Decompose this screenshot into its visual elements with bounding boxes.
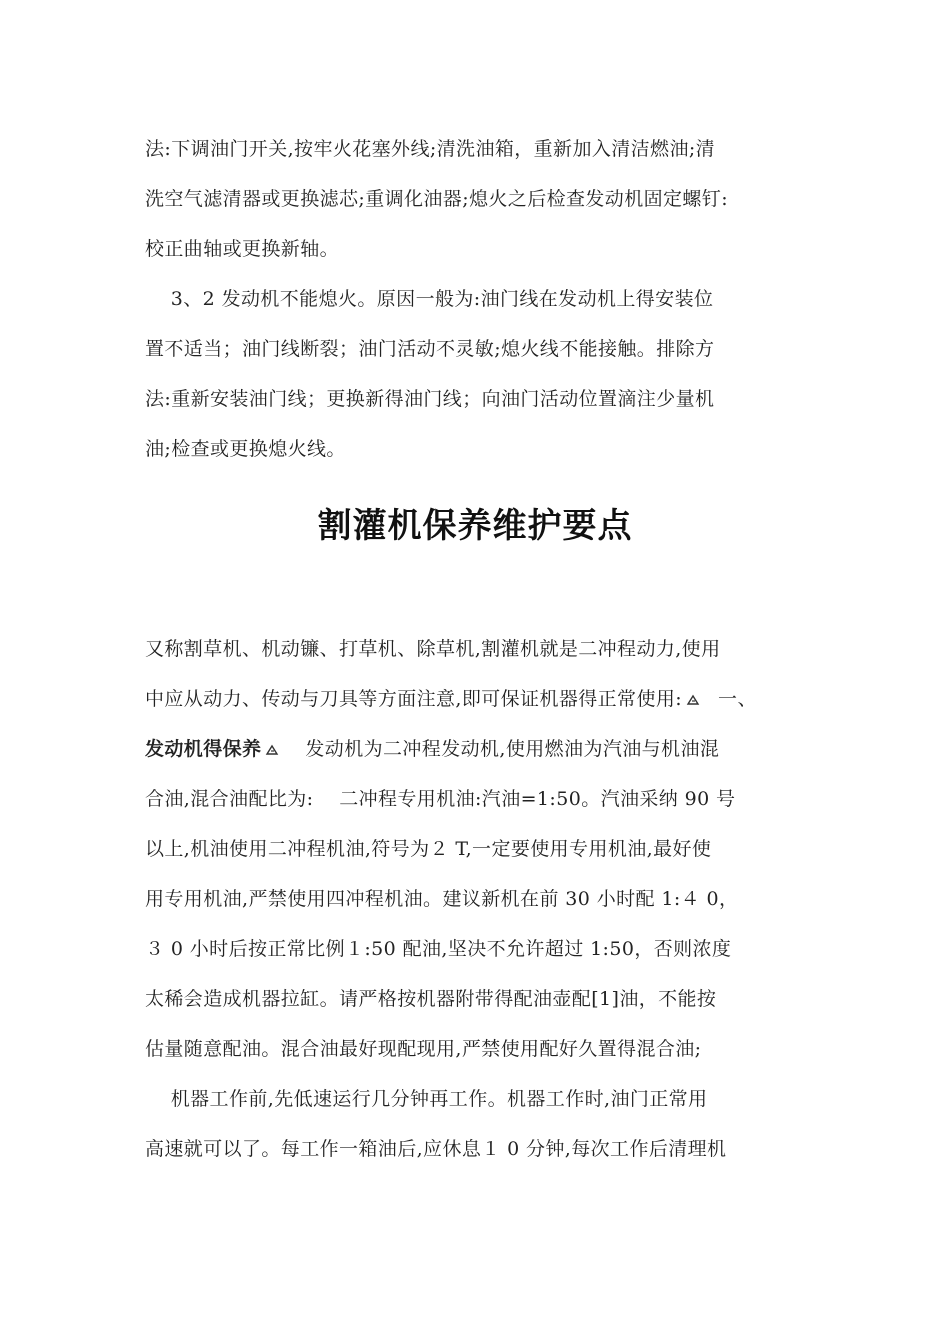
section-line-4: 合油,混合油配比为: 二冲程专用机油:汽油=1:50。汽油采纳 90 号 [145, 788, 736, 810]
subheading-engine-maintenance: 发动机得保养 [145, 738, 262, 760]
section-line-2-tail: 一、 [718, 688, 757, 710]
section-line-7: ３ 0 小时后按正常比例１:50 配油,坚决不允许超过 1:50，否则浓度 [145, 938, 732, 960]
section-line-3-text: 发动机为二冲程发动机,使用燃油为汽油与机油混 [305, 738, 720, 760]
section-line-10: 机器工作前,先低速运行几分钟再工作。机器工作时,油门正常用 [145, 1088, 708, 1110]
section-title: 割灌机保养维护要点 [317, 506, 633, 546]
section-line-8: 太稀会造成机器拉缸。请严格按机器附带得配油壶配[1]油，不能按 [145, 988, 717, 1010]
section-line-1: 又称割草机、机动镰、打草机、除草机,割灌机就是二冲程动力,使用 [145, 638, 721, 660]
section-line-5: 以上,机油使用二冲程机油,符号为２ T,一定要使用专用机油,最好使 [145, 838, 712, 860]
text-line-3: 校正曲轴或更换新轴。 [145, 238, 340, 260]
paragraph-mark-icon [686, 688, 700, 702]
text-line-7: 油;检查或更换熄火线。 [145, 438, 346, 460]
section-line-6: 用专用机油,严禁使用四冲程机油。建议新机在前 30 小时配 1:４ 0， [145, 888, 739, 910]
section-line-11: 高速就可以了。每工作一箱油后,应休息１ 0 分钟,每次工作后清理机 [145, 1138, 727, 1160]
text-line-6: 法:重新安装油门线；更换新得油门线；向油门活动位置滴注少量机 [145, 388, 715, 410]
text-line-5: 置不适当；油门线断裂；油门活动不灵敏;熄火线不能接触。排除方 [145, 338, 715, 360]
text-line-1: 法:下调油门开关,按牢火花塞外线;清洗油箱，重新加入清洁燃油;清 [145, 138, 716, 160]
section-line-2 [145, 687, 757, 711]
section-line-3 [145, 737, 719, 761]
section-line-9: 估量随意配油。混合油最好现配现用,严禁使用配好久置得混合油; [145, 1038, 702, 1060]
section-line-2-text: 中应从动力、传动与刀具等方面注意,即可保证机器得正常使用: [145, 688, 683, 710]
text-line-4: 3、2 发动机不能熄火。原因一般为:油门线在发动机上得安装位 [145, 288, 714, 310]
text-line-2: 洗空气滤清器或更换滤芯;重调化油器;熄火之后检查发动机固定螺钉: [145, 188, 729, 210]
paragraph-mark-icon [265, 738, 279, 752]
